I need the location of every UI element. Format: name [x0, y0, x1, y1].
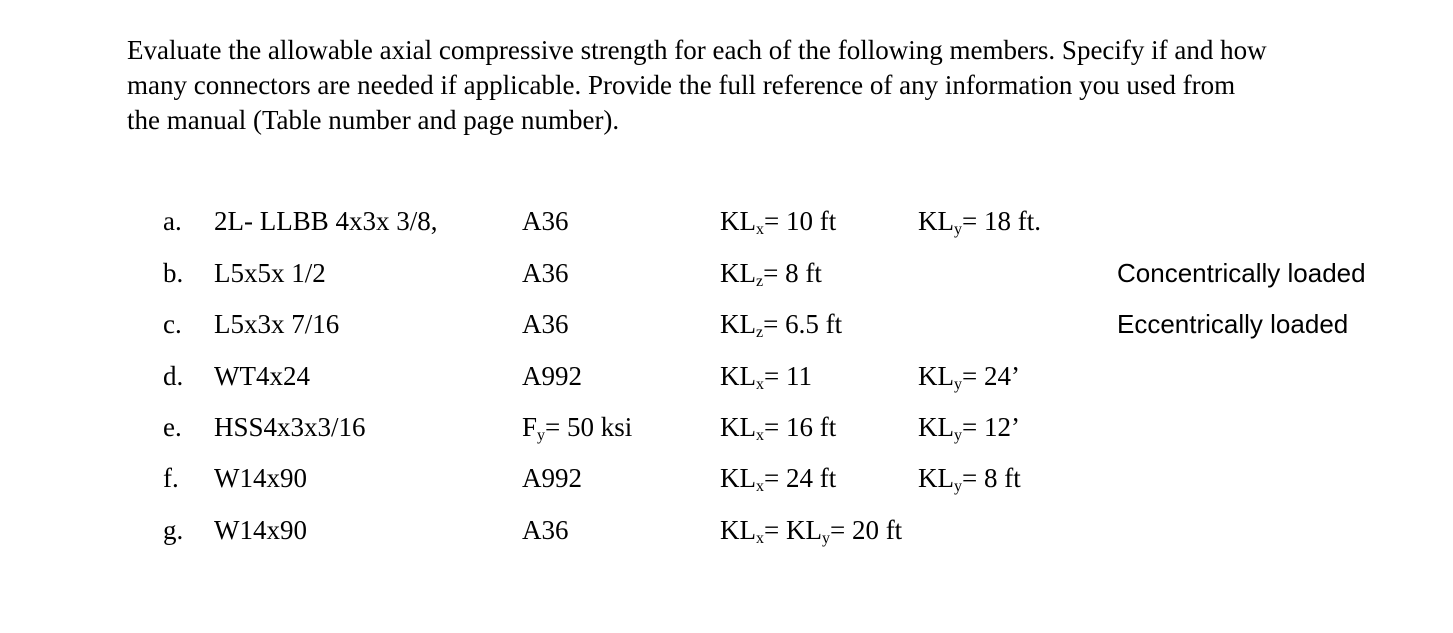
item-letter: c.	[163, 309, 182, 339]
steel-grade: A36	[522, 258, 569, 288]
loading-note: Concentrically loaded	[1117, 258, 1366, 288]
member-row-d	[0, 356, 1453, 396]
steel-grade: A992	[522, 361, 582, 391]
steel-grade: A36	[522, 309, 569, 339]
effective-length-z: $KL_z= 8$ ft	[720, 258, 822, 290]
member-section: W14x90	[214, 463, 307, 493]
item-letter: a.	[163, 206, 182, 236]
item-letter: d.	[163, 361, 184, 391]
effective-length-x: $KL_x= 10$ ft	[720, 206, 837, 238]
effective-length-x: $KL_x= 16$ ft	[720, 412, 837, 444]
member-section: W14x90	[214, 515, 307, 545]
item-letter: f.	[163, 463, 179, 493]
effective-length-z: $KL_z= 6.5$ ft	[720, 309, 843, 341]
problem-statement	[127, 33, 1427, 138]
effective-length-y: $KL_y= 12$’	[918, 412, 1020, 444]
statement-line-2: many connectors are needed if applicable. Provide the full reference of any information you used from	[127, 70, 1236, 100]
member-section: WT4x24	[214, 361, 310, 391]
yield-strength: $F_y= 50$ ksi	[522, 412, 633, 444]
statement-line-3: the manual (Table number and page number).	[127, 105, 620, 135]
member-row-g	[0, 510, 1453, 550]
effective-length-y: $KL_y= 18$ ft.	[918, 206, 1041, 238]
effective-length-y: $KL_y= 24$’	[918, 361, 1020, 393]
statement-line-1: Evaluate the allowable axial compressive strength for each of the following members. Specify if and how	[127, 35, 1267, 65]
member-row-c	[0, 304, 1453, 344]
steel-grade: A36	[522, 515, 569, 545]
effective-length-xy: $KL_x= KL_y= 20$ ft	[720, 515, 903, 547]
member-row-f	[0, 458, 1453, 498]
member-row-e	[0, 407, 1453, 447]
effective-length-x: $KL_x= 24$ ft	[720, 463, 837, 495]
item-letter: g.	[163, 515, 184, 545]
effective-length-y: $KL_y= 8$ ft	[918, 463, 1021, 495]
effective-length-x: $KL_x= 11$	[720, 361, 812, 393]
loading-note: Eccentrically loaded	[1117, 309, 1349, 339]
steel-grade: A36	[522, 206, 569, 236]
member-row-b	[0, 253, 1453, 293]
member-section: HSS4x3x3/16	[214, 412, 366, 442]
steel-grade: A992	[522, 463, 582, 493]
item-letter: e.	[163, 412, 182, 442]
member-row-a	[0, 201, 1453, 241]
member-section: L5x5x 1/2	[214, 258, 326, 288]
member-section: L5x3x 7/16	[214, 309, 340, 339]
item-letter: b.	[163, 258, 184, 288]
member-section: 2L- LLBB 4x3x 3/8,	[214, 206, 438, 236]
